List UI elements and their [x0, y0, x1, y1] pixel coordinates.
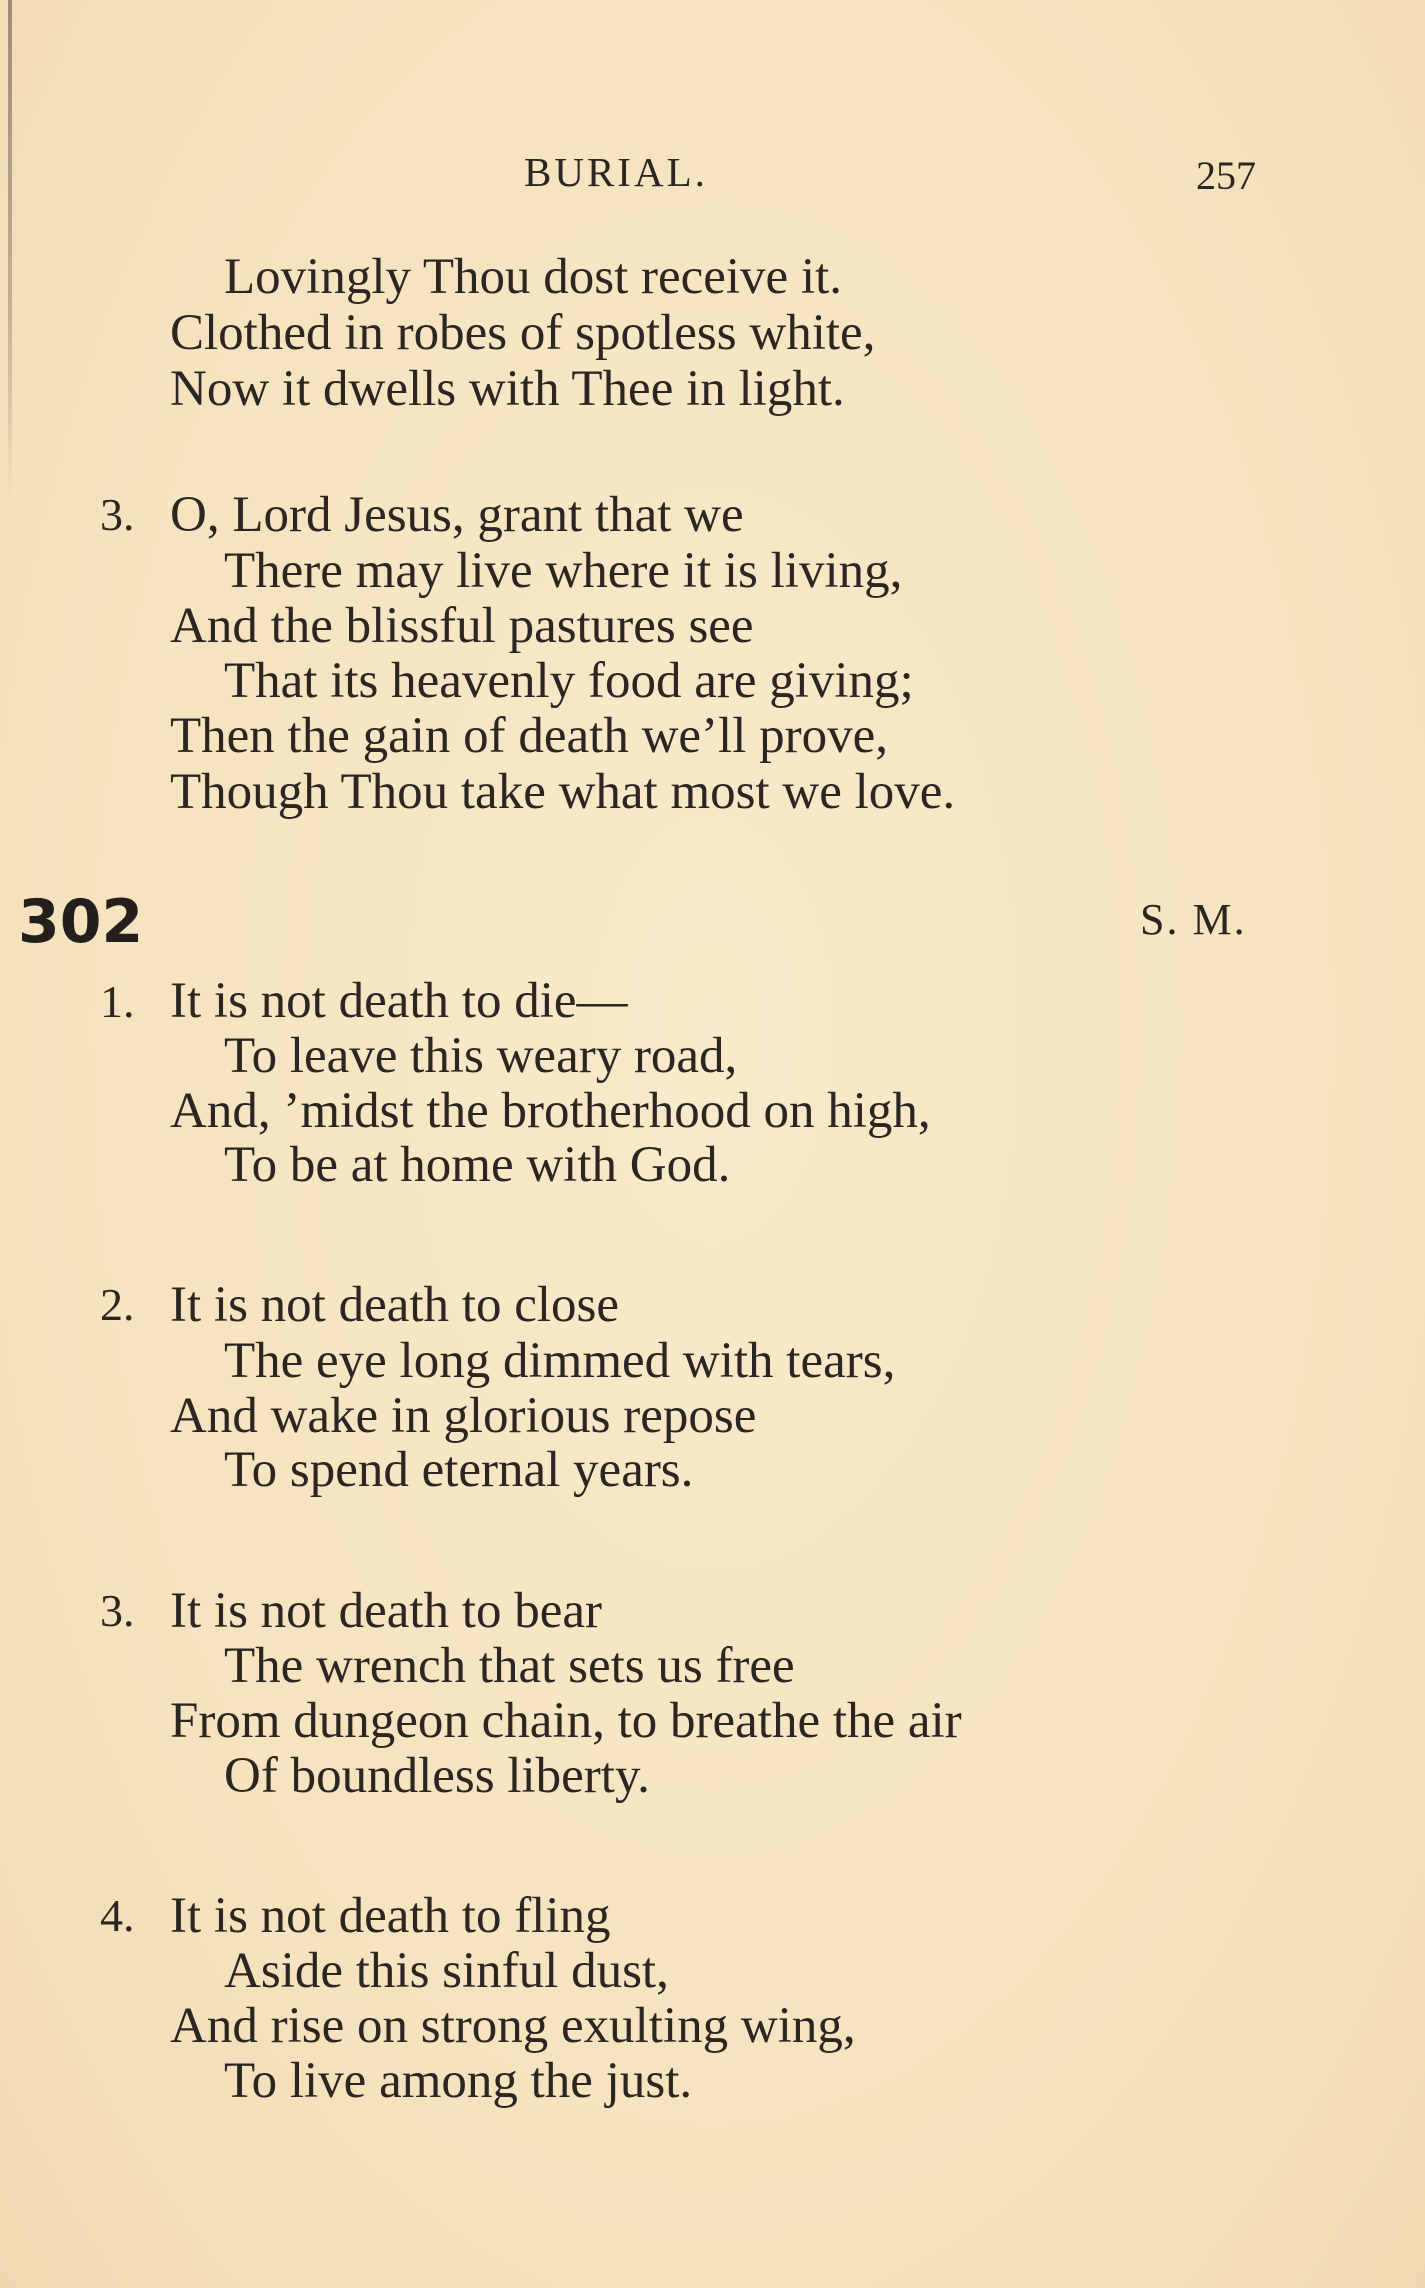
verse-line: And rise on strong exulting wing, — [170, 1998, 856, 2054]
verse-line: From dungeon chain, to breathe the air — [170, 1693, 962, 1749]
verse-line: It is not death to fling — [170, 1888, 611, 1944]
verse-line: There may live where it is living, — [224, 543, 903, 599]
verse-line: To live among the just. — [224, 2053, 693, 2109]
verse-line: It is not death to close — [170, 1277, 619, 1333]
verse-line: That its heavenly food are giving; — [224, 653, 914, 709]
verse-line: Lovingly Thou dost receive it. — [224, 249, 843, 305]
binding-edge — [8, 0, 12, 500]
stanza-number: 3. — [100, 1585, 135, 1636]
verse-line: The wrench that sets us free — [224, 1638, 795, 1694]
verse-line: It is not death to bear — [170, 1583, 602, 1639]
verse-line: The eye long dimmed with tears, — [224, 1333, 896, 1389]
verse-line: Though Thou take what most we love. — [170, 764, 956, 820]
verse-line: It is not death to die— — [170, 973, 628, 1029]
verse-line: Clothed in robes of spotless white, — [170, 305, 876, 361]
verse-line: To be at home with God. — [224, 1137, 731, 1193]
verse-line: Now it dwells with Thee in light. — [170, 361, 845, 417]
verse-line: To leave this weary road, — [224, 1028, 738, 1084]
stanza-number: 2. — [100, 1279, 135, 1330]
hymn-meter: S. M. — [1140, 895, 1247, 944]
hymn-number: 302 — [18, 887, 144, 957]
verse-line: O, Lord Jesus, grant that we — [170, 487, 744, 543]
verse-line: Of boundless liberty. — [224, 1748, 650, 1804]
page-number: 257 — [1196, 153, 1256, 198]
stanza-number: 3. — [100, 489, 135, 540]
verse-line: Then the gain of death we’ll prove, — [170, 708, 888, 764]
verse-line: And wake in glorious repose — [170, 1388, 757, 1444]
verse-line: And, ’midst the brotherhood on high, — [170, 1083, 931, 1139]
verse-line: And the blissful pastures see — [170, 598, 754, 654]
running-head: BURIAL. — [524, 149, 708, 195]
stanza-number: 1. — [100, 976, 135, 1027]
verse-line: Aside this sinful dust, — [224, 1943, 669, 1999]
stanza-number: 4. — [100, 1890, 135, 1941]
verse-line: To spend eternal years. — [224, 1442, 694, 1498]
